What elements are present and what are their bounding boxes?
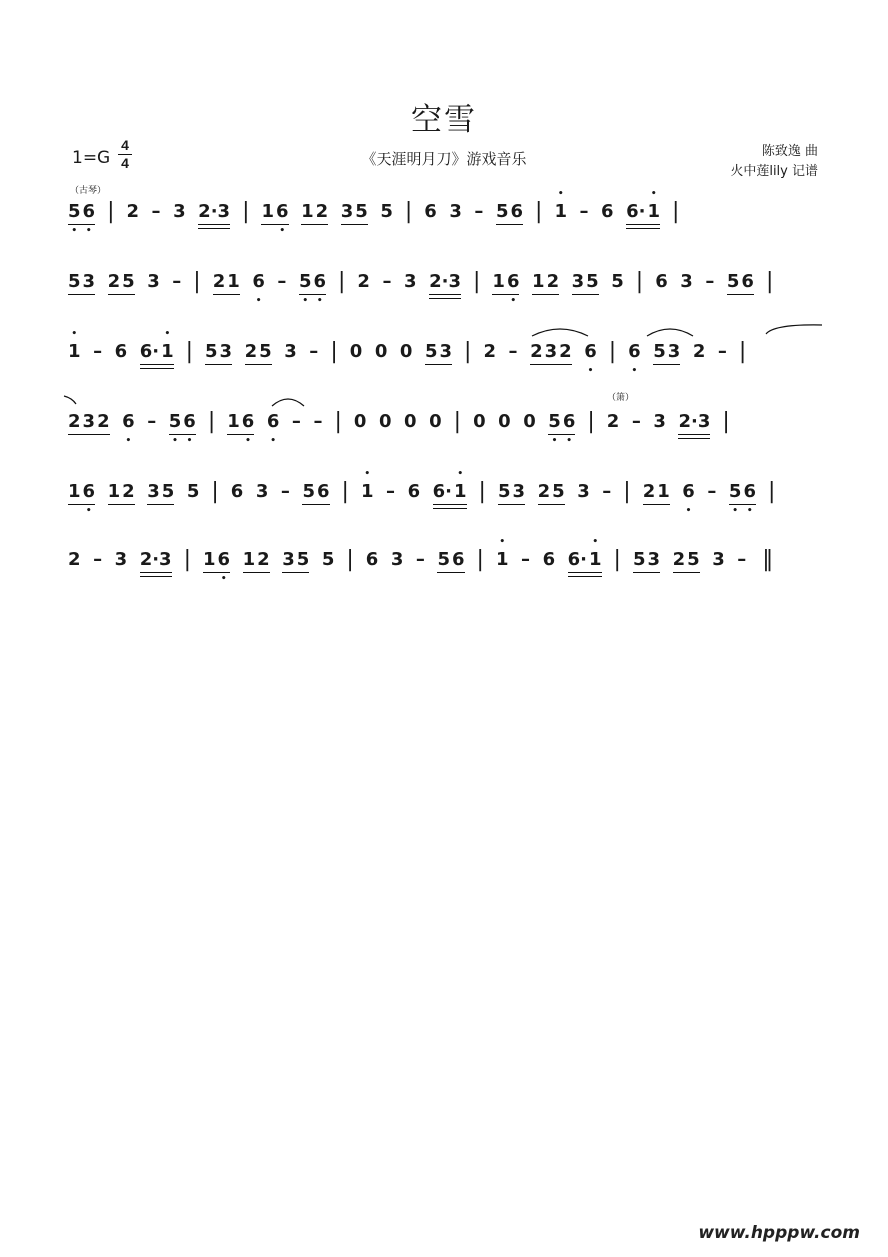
barline: | bbox=[635, 268, 644, 294]
measure: 1 • 6 1 2 3 5 5 bbox=[261, 201, 392, 222]
barline: | bbox=[478, 478, 486, 504]
note-group: • 5 • 6 bbox=[68, 201, 95, 222]
song-title: 空雪 bbox=[411, 102, 477, 138]
measure: 6 3 – 5 6 bbox=[655, 270, 754, 292]
barline: | bbox=[404, 198, 413, 224]
barline: | bbox=[613, 546, 621, 572]
barline: | bbox=[185, 338, 194, 364]
barline: | bbox=[334, 408, 342, 434]
barline: | bbox=[722, 408, 730, 434]
measure: 0 0 0 5 3 bbox=[349, 340, 453, 362]
notation-line-2 bbox=[68, 266, 824, 296]
time-signature-bottom: 4 bbox=[121, 155, 129, 171]
measure: 1 • 6 1 2 3 5 5 bbox=[492, 271, 623, 292]
measure: 5 3 2 5 3 – bbox=[68, 270, 182, 292]
measure: • 1 – 6 6· • 1 bbox=[68, 341, 174, 362]
notation-line-5 bbox=[68, 476, 824, 506]
barline: | bbox=[193, 268, 201, 294]
barline: | bbox=[453, 408, 462, 434]
measure: 5 3 2 5 3 – bbox=[205, 340, 319, 362]
barline: | bbox=[765, 268, 774, 294]
composer-credit: 陈致逸 曲 bbox=[761, 144, 818, 159]
measure: 5 3 2 5 3 – bbox=[632, 548, 747, 570]
barline: | bbox=[183, 546, 191, 572]
barline: | bbox=[587, 408, 595, 434]
measure: 1 • 6 1 2 3 5 5 bbox=[203, 549, 334, 570]
measure: 0 0 0 • 5 • 6 bbox=[473, 411, 575, 432]
site-watermark: www.hpppw.com bbox=[698, 1223, 860, 1243]
measure: 5 3 2 5 3 – bbox=[497, 480, 612, 502]
measure: 6 3 – 5 6 bbox=[230, 480, 330, 502]
measure: 6 3 – 5 6 bbox=[365, 548, 465, 570]
measure: 2 – 3 2·3 bbox=[357, 270, 461, 292]
measure: 2 1 • 6 – • 5 • 6 bbox=[213, 271, 326, 292]
measure: • 1 – 6 6· • 1 bbox=[496, 549, 602, 570]
barline: | bbox=[338, 268, 346, 294]
slur-mark bbox=[764, 322, 824, 336]
barline: | bbox=[535, 198, 543, 224]
measure: • 6 5 3 2 – bbox=[628, 341, 727, 362]
barline: | bbox=[767, 478, 776, 504]
barline: | bbox=[207, 408, 216, 434]
barline: | bbox=[738, 338, 747, 364]
barline: | bbox=[330, 338, 338, 364]
measure: 2 – 3 2·3 bbox=[126, 200, 231, 222]
song-subtitle: 《天涯明月刀》游戏音乐 bbox=[361, 150, 527, 168]
measure: 1 • 6 • 6 – – bbox=[227, 411, 322, 432]
measure: 2 – 3 2·3 bbox=[606, 410, 711, 432]
barline: | bbox=[473, 268, 481, 294]
measure: • 1 – 6 6· • 1 bbox=[554, 201, 660, 222]
notation-line-4 bbox=[68, 406, 824, 436]
measure: 2 – 3 2·3 bbox=[68, 548, 172, 570]
slur-mark bbox=[530, 326, 590, 338]
barline: | bbox=[242, 198, 250, 224]
barline: | bbox=[476, 546, 484, 572]
measure: 2 3 2 • 6 – • 5 • 6 bbox=[68, 411, 196, 432]
barline: | bbox=[346, 546, 354, 572]
slur-mark bbox=[270, 396, 306, 408]
measure: 2 1 • 6 – • 5 • 6 bbox=[643, 481, 756, 502]
slur-mark bbox=[645, 326, 695, 338]
measure: 0 0 0 0 bbox=[353, 410, 442, 432]
measure: 2 – 2 3 2 • 6 bbox=[483, 341, 596, 362]
barline: | bbox=[608, 338, 617, 364]
measure: • 1 – 6 6· • 1 bbox=[361, 481, 467, 502]
barline: | bbox=[211, 478, 219, 504]
final-barline: ‖ bbox=[762, 546, 774, 572]
notation-line-6 bbox=[68, 544, 824, 574]
notation-line-1 bbox=[68, 196, 824, 226]
key-signature: 1=G bbox=[72, 148, 111, 168]
barline: | bbox=[623, 478, 631, 504]
barline: | bbox=[107, 198, 115, 224]
slur-mark bbox=[62, 394, 78, 406]
transcriber-credit: 火中莲lily 记谱 bbox=[730, 164, 818, 179]
notation-line-3 bbox=[68, 336, 824, 366]
instrument-label-guqin: （古琴） bbox=[70, 186, 107, 196]
barline: | bbox=[464, 338, 472, 364]
time-signature-top: 4 bbox=[121, 137, 129, 153]
barline: | bbox=[672, 198, 680, 224]
measure: 6 3 – 5 6 bbox=[424, 200, 524, 222]
instrument-label-xiao: （箫） bbox=[607, 393, 635, 403]
barline: | bbox=[341, 478, 349, 504]
measure: 1 • 6 1 2 3 5 5 bbox=[68, 481, 199, 502]
